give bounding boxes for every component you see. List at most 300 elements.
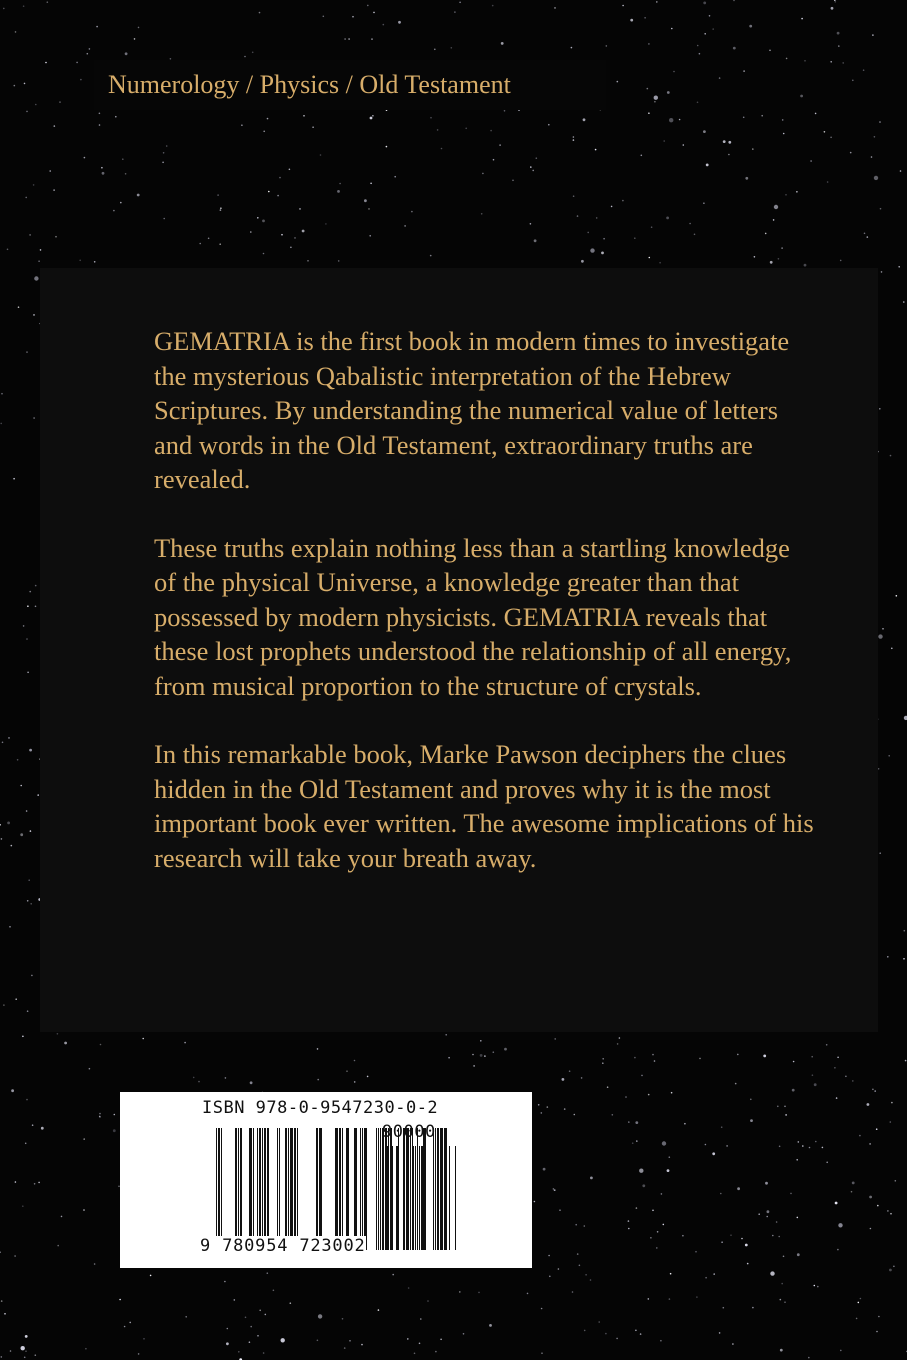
star: [726, 1145, 728, 1147]
star: [766, 1216, 768, 1218]
star: [895, 1180, 897, 1182]
star: [682, 1235, 684, 1237]
star: [838, 1223, 842, 1227]
star: [628, 1121, 630, 1123]
star: [361, 1344, 363, 1346]
star: [101, 167, 103, 169]
star: [512, 180, 514, 182]
star: [13, 478, 15, 480]
star: [801, 18, 803, 20]
star: [489, 1324, 492, 1327]
star: [268, 191, 270, 193]
star: [628, 1220, 630, 1222]
addon-bar: [433, 1146, 434, 1250]
star: [349, 1340, 351, 1342]
star: [317, 1048, 319, 1050]
star: [459, 2, 461, 4]
star: [250, 1326, 252, 1328]
star: [669, 118, 673, 122]
star: [636, 1207, 638, 1209]
star: [252, 52, 254, 54]
star: [193, 1077, 195, 1079]
star: [115, 116, 117, 118]
star: [649, 257, 651, 259]
star: [530, 223, 532, 225]
star: [18, 306, 20, 308]
star: [745, 177, 748, 180]
star: [660, 1340, 662, 1342]
ean-digits: 9 780954 723002: [200, 1236, 366, 1256]
barcode-bar: [267, 1128, 269, 1250]
star: [584, 1330, 586, 1332]
star: [548, 124, 550, 126]
star: [281, 234, 283, 236]
star: [259, 12, 261, 14]
star: [697, 102, 699, 104]
star: [307, 260, 309, 262]
star: [647, 88, 649, 90]
star: [9, 926, 11, 928]
star: [129, 1322, 131, 1324]
star: [534, 239, 537, 242]
star: [776, 1221, 778, 1223]
star: [226, 1342, 229, 1345]
star: [79, 260, 81, 262]
star: [15, 998, 17, 1000]
star: [125, 173, 127, 175]
star: [441, 148, 443, 150]
star: [612, 1114, 614, 1116]
star: [22, 1205, 24, 1207]
star: [648, 43, 650, 45]
star: [482, 173, 484, 175]
star: [720, 1193, 722, 1195]
star: [185, 1316, 187, 1318]
star: [26, 1099, 28, 1101]
barcode-bar: [342, 1128, 343, 1250]
star: [705, 1277, 707, 1279]
star: [26, 351, 28, 353]
star: [372, 115, 374, 117]
star: [493, 159, 495, 161]
star: [370, 183, 372, 185]
star: [869, 1196, 872, 1199]
star: [277, 195, 279, 197]
star: [33, 314, 35, 316]
star: [0, 1356, 2, 1358]
star: [83, 1209, 85, 1211]
star: [905, 1060, 907, 1062]
star: [378, 1309, 380, 1311]
star: [407, 1338, 409, 1340]
star: [198, 1081, 200, 1083]
barcode-bar: [376, 1128, 377, 1250]
star: [590, 248, 594, 252]
star: [733, 47, 736, 50]
star: [790, 1193, 792, 1195]
star: [703, 202, 705, 204]
star: [125, 52, 128, 55]
star: [824, 131, 826, 133]
star: [617, 81, 619, 83]
star: [782, 119, 784, 121]
star: [100, 1044, 102, 1046]
star: [263, 131, 265, 133]
star: [784, 1106, 786, 1108]
barcode-bar: [360, 1128, 361, 1250]
star: [76, 62, 78, 64]
barcode-bar: [435, 1128, 436, 1250]
star: [573, 136, 575, 138]
star: [99, 1116, 101, 1118]
star: [837, 1249, 839, 1251]
barcode-bar: [316, 1128, 318, 1250]
star: [835, 1202, 838, 1205]
star: [484, 1055, 486, 1057]
star: [648, 112, 650, 114]
star: [712, 28, 714, 30]
star: [867, 236, 869, 238]
star: [793, 1061, 795, 1063]
star: [641, 155, 643, 157]
star: [882, 628, 884, 630]
star: [830, 61, 832, 63]
star: [0, 824, 1, 826]
star: [845, 1076, 847, 1078]
star: [368, 208, 370, 210]
star: [852, 1080, 854, 1082]
star: [684, 1123, 686, 1125]
star: [30, 830, 32, 832]
star: [25, 1350, 27, 1352]
star: [250, 231, 252, 233]
star: [89, 48, 91, 50]
star: [783, 1256, 785, 1258]
star: [671, 28, 673, 30]
star: [386, 146, 388, 148]
star: [737, 1187, 740, 1190]
star: [581, 1077, 583, 1079]
star: [38, 1182, 40, 1184]
star: [703, 130, 706, 133]
star: [1, 838, 3, 840]
star: [863, 69, 865, 71]
star: [900, 170, 902, 172]
barcode-bar: [264, 1128, 266, 1250]
star: [904, 930, 906, 932]
star: [299, 208, 301, 210]
star: [302, 230, 305, 233]
star: [796, 191, 798, 193]
star: [891, 648, 893, 650]
star: [721, 1241, 723, 1243]
star: [689, 223, 691, 225]
star: [45, 62, 47, 64]
star: [713, 1273, 715, 1275]
star: [47, 1, 49, 3]
star: [137, 194, 140, 197]
star: [2, 742, 4, 744]
star: [792, 1089, 795, 1092]
star: [635, 1330, 637, 1332]
star: [667, 91, 670, 94]
barcode-bar: [410, 1128, 411, 1250]
star: [666, 217, 669, 220]
star: [354, 1060, 356, 1062]
star: [644, 17, 646, 19]
addon-bar: [392, 1146, 393, 1250]
star: [33, 417, 35, 419]
star: [134, 38, 136, 40]
star: [887, 956, 889, 958]
star: [781, 247, 783, 249]
star: [887, 1210, 889, 1212]
star: [559, 1209, 561, 1211]
star: [49, 170, 51, 172]
star: [21, 1346, 25, 1350]
star: [657, 1231, 659, 1233]
star: [774, 205, 778, 209]
star: [99, 124, 101, 126]
star: [543, 1168, 546, 1171]
star: [595, 149, 597, 151]
star: [577, 1253, 579, 1255]
star: [831, 7, 834, 10]
star: [800, 95, 803, 98]
star: [61, 1216, 63, 1218]
star: [867, 1103, 870, 1106]
star: [694, 234, 696, 236]
barcode-bar: [277, 1128, 278, 1250]
star: [339, 183, 341, 185]
star: [1, 1300, 3, 1302]
star: [804, 60, 806, 62]
star: [547, 1106, 549, 1108]
star: [661, 1193, 663, 1195]
star: [573, 139, 575, 141]
star: [27, 1010, 29, 1012]
star: [323, 15, 325, 17]
star: [874, 176, 878, 180]
star: [262, 220, 265, 223]
star: [29, 234, 31, 236]
star: [290, 1302, 292, 1304]
star: [810, 160, 812, 162]
star: [541, 1308, 543, 1310]
star: [752, 148, 754, 150]
star: [3, 1004, 5, 1006]
star: [24, 1357, 26, 1359]
star: [654, 1060, 656, 1062]
barcode-bar: [319, 1128, 322, 1250]
barcode-bar: [257, 1128, 258, 1250]
star: [785, 1114, 787, 1116]
star: [830, 137, 832, 139]
star: [25, 197, 27, 199]
star: [348, 38, 350, 40]
star: [814, 1083, 817, 1086]
star: [64, 1042, 67, 1045]
barcode-bar: [378, 1128, 379, 1250]
star: [219, 243, 221, 245]
star: [279, 177, 281, 179]
star: [606, 45, 608, 47]
star: [890, 1121, 892, 1123]
star: [796, 1159, 798, 1161]
star: [640, 1333, 642, 1335]
star: [257, 1335, 259, 1337]
star: [463, 1333, 465, 1335]
star: [27, 672, 29, 674]
star: [730, 1234, 732, 1236]
star: [265, 1314, 267, 1316]
barcode-bar: [290, 1128, 293, 1250]
star: [840, 260, 842, 262]
star: [33, 184, 35, 186]
star: [478, 1292, 480, 1294]
star: [57, 1033, 59, 1035]
addon-bar: [419, 1146, 420, 1250]
star: [761, 115, 763, 117]
star: [342, 1318, 344, 1320]
star: [199, 243, 201, 245]
star: [891, 1102, 893, 1104]
star: [741, 1238, 743, 1240]
star: [743, 117, 745, 119]
star: [611, 206, 613, 208]
star: [0, 423, 2, 425]
star: [770, 1271, 774, 1275]
star: [554, 7, 556, 9]
star: [786, 58, 788, 60]
star: [697, 45, 699, 47]
star: [541, 1112, 543, 1114]
star: [572, 1291, 574, 1293]
star: [26, 111, 28, 113]
star: [581, 260, 584, 263]
star: [719, 77, 721, 79]
barcode-bar: [335, 1128, 338, 1250]
star: [778, 1236, 780, 1238]
star: [10, 1350, 12, 1352]
star: [695, 1251, 697, 1253]
star: [699, 1058, 701, 1060]
star: [750, 1119, 753, 1122]
star: [574, 1114, 576, 1116]
star: [622, 200, 624, 202]
star: [53, 189, 55, 191]
star: [536, 157, 538, 159]
star: [303, 115, 305, 117]
star: [224, 1281, 226, 1283]
barcode-bar: [362, 1128, 363, 1250]
star: [654, 96, 658, 100]
star: [881, 271, 883, 273]
star: [888, 755, 890, 757]
star: [26, 810, 28, 812]
star: [743, 70, 745, 72]
star: [812, 1074, 814, 1076]
star: [294, 237, 296, 239]
star: [241, 124, 243, 126]
star: [459, 1291, 461, 1293]
star: [554, 1038, 556, 1040]
star: [835, 1, 837, 3]
star: [22, 1036, 24, 1038]
star: [870, 1228, 872, 1230]
star: [14, 85, 16, 87]
star: [34, 276, 38, 280]
star: [650, 1237, 652, 1239]
star: [596, 217, 598, 219]
star: [312, 126, 314, 128]
barcode-bar: [259, 1128, 261, 1250]
star: [564, 1108, 566, 1110]
star: [779, 1146, 781, 1148]
star: [548, 1255, 550, 1257]
star: [872, 34, 874, 36]
star: [879, 408, 881, 410]
star: [83, 1138, 85, 1140]
star: [317, 1079, 319, 1081]
star: [473, 1065, 475, 1067]
star: [712, 1152, 715, 1155]
star: [651, 226, 653, 228]
star: [84, 157, 86, 159]
star: [35, 104, 37, 106]
star: [28, 879, 30, 881]
star: [834, 1067, 836, 1069]
star: [465, 128, 467, 130]
star: [703, 2, 706, 5]
star: [0, 1251, 1, 1253]
star: [815, 1141, 817, 1143]
star: [435, 1351, 437, 1353]
star: [601, 252, 604, 255]
addon-bar: [449, 1146, 450, 1250]
star: [607, 1086, 609, 1088]
star: [636, 1140, 638, 1142]
star: [54, 125, 56, 127]
star: [166, 145, 168, 147]
star: [549, 1276, 551, 1278]
star: [492, 5, 494, 7]
star: [850, 152, 852, 154]
star: [705, 1144, 707, 1146]
star: [59, 101, 61, 103]
star: [584, 1225, 586, 1227]
star: [840, 1350, 842, 1352]
barcode-bar: [240, 1128, 242, 1250]
star: [8, 737, 10, 739]
star: [628, 1228, 630, 1230]
star: [238, 1351, 240, 1353]
star: [669, 1298, 671, 1300]
blurb-paragraph-1: GEMATRIA is the first book in modern times to investigate the mysterious Qabalistic interpretation of the Hebrew Scriptures. By understanding the numerical value of letters and words in the Old Testament, extraordinary truths are revealed.: [154, 326, 790, 494]
star: [704, 33, 706, 35]
star: [815, 113, 817, 115]
star: [364, 199, 367, 202]
star: [430, 255, 432, 257]
star: [35, 585, 37, 587]
star: [259, 1310, 261, 1312]
star: [780, 1349, 783, 1352]
star: [834, 0, 836, 1]
star: [27, 605, 29, 607]
star: [38, 260, 40, 262]
star: [817, 1286, 819, 1288]
star: [94, 1263, 96, 1265]
